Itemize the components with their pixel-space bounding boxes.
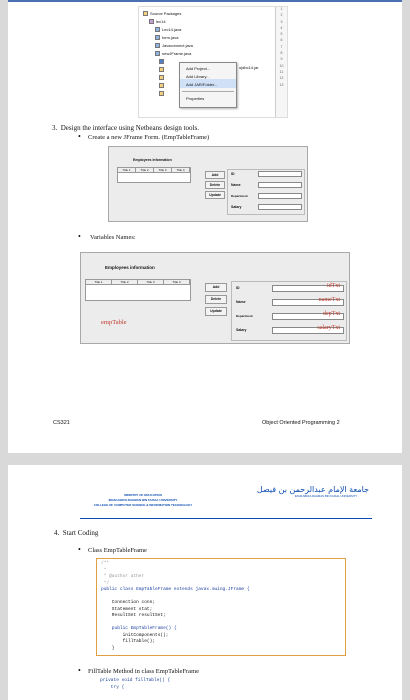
libraries-icon: [159, 59, 164, 64]
editor-line-numbers: [275, 7, 287, 117]
bullet: •: [78, 132, 81, 141]
department-field[interactable]: [258, 193, 302, 199]
code-line: }: [101, 645, 115, 651]
id-label: ID: [231, 172, 235, 176]
menu-item-add-library[interactable]: Add Library...: [186, 74, 210, 79]
java-file-icon: [155, 35, 160, 40]
id-label: ID: [236, 286, 240, 290]
step-4-heading: 4. Start Coding: [54, 529, 99, 537]
tree-item[interactable]: form.java: [155, 33, 178, 41]
bullet-class-name: Class EmpTableFrame: [88, 547, 147, 554]
id-field[interactable]: [258, 171, 302, 177]
code-line: private void fillTable() {: [100, 678, 171, 683]
employee-table[interactable]: [117, 167, 191, 183]
column-header: Title 1: [86, 280, 112, 284]
code-block: [97, 559, 345, 654]
bullet-fill-table: FillTable Method in class EmpTableFrame: [88, 668, 200, 675]
code-line: initComponents();: [101, 632, 169, 638]
column-header: Title 2: [136, 168, 154, 172]
line-number: 3: [280, 19, 283, 24]
code-line: try {: [100, 684, 125, 690]
bullet: •: [78, 545, 81, 554]
column-header: Title 4: [164, 280, 190, 284]
bullet: •: [78, 666, 81, 675]
code-block: [96, 678, 346, 691]
fields-panel: [227, 169, 305, 215]
name-variable-name: nameTxt: [318, 297, 340, 303]
ministry-text: MINISTRY OF EDUCATION: [124, 493, 162, 497]
line-number: 11: [279, 69, 284, 74]
footer-course-name: Object Oriented Programming 2: [262, 420, 340, 426]
table-variable-name: empTable: [101, 319, 127, 326]
salary-label: Salary: [236, 328, 247, 332]
document-page-2: [8, 465, 402, 700]
code-line: public class EmpTableFrame extends javax.swing.JFrame {: [101, 587, 250, 592]
java-file-icon: [155, 27, 160, 32]
line-number: 7: [280, 44, 283, 49]
salary-variable-name: salaryTxt: [317, 325, 340, 331]
folder-icon: [143, 11, 148, 16]
code-line: * @author ather: [101, 574, 145, 579]
add-button[interactable]: Add: [205, 283, 227, 292]
tree-item[interactable]: lec14: [149, 17, 166, 25]
update-button[interactable]: Update: [205, 191, 225, 199]
delete-button[interactable]: Delete: [205, 295, 227, 304]
bullet: •: [78, 232, 81, 241]
department-label: Department: [231, 194, 248, 198]
package-icon: [149, 19, 154, 24]
document-page-1: [8, 0, 402, 453]
name-field[interactable]: [258, 182, 302, 188]
jframe-variables-preview: [80, 252, 350, 344]
code-line: /**: [101, 561, 110, 566]
table-header: [118, 168, 190, 173]
line-number: 1: [280, 7, 283, 11]
tree-item[interactable]: Source Packages: [143, 9, 181, 17]
line-number: 4: [280, 25, 283, 30]
footer-course-code: CS321: [53, 420, 70, 426]
code-line: Connection conn;: [101, 600, 156, 605]
line-number: 10: [279, 63, 284, 68]
code-line: Statement stat;: [101, 606, 153, 612]
folder-icon: [159, 67, 164, 72]
tree-item[interactable]: Lec14.java: [155, 25, 181, 33]
college-text: COLLEGE OF COMPUTER SCIENCE & INFORMATION TECHNOLOGY: [93, 503, 193, 507]
column-header: Title 2: [112, 280, 138, 284]
code-line: */: [101, 580, 110, 586]
column-header: Title 4: [172, 168, 190, 172]
line-number: 6: [280, 38, 283, 43]
department-variable-name: depTxt: [323, 311, 340, 317]
frame-title: Employees information: [133, 158, 172, 162]
menu-item-properties[interactable]: Properties: [186, 95, 205, 101]
line-number: 2: [280, 13, 283, 18]
page-top-rule: [8, 0, 402, 2]
header-left-block: [78, 493, 208, 508]
line-number: 5: [280, 32, 283, 37]
fields-panel: [231, 281, 347, 341]
update-button[interactable]: Update: [205, 307, 227, 316]
table-header: [86, 280, 190, 285]
code-snippet-2: [96, 678, 346, 700]
name-label: Name: [231, 183, 241, 187]
folder-icon: [159, 75, 164, 80]
step-3-sub: Create a new JFrame Form. (EmpTableFrame): [88, 134, 210, 141]
step-3-heading: 3. Design the interface using Netbeans design tools.: [52, 124, 199, 132]
code-line: fillTable();: [101, 639, 156, 644]
netbeans-project-tree-screenshot: [138, 6, 288, 118]
folder-icon: [159, 83, 164, 88]
salary-field[interactable]: [258, 204, 302, 210]
delete-button[interactable]: Delete: [205, 181, 225, 189]
header-rule: [80, 518, 372, 519]
frame-title: Employees information: [105, 265, 155, 270]
java-file-icon: [155, 43, 160, 48]
department-label: Department: [236, 314, 253, 318]
variables-heading: Variables Names:: [90, 234, 136, 241]
menu-item-add-jar[interactable]: Add JAR/Folder...: [180, 79, 236, 88]
salary-label: Salary: [231, 205, 242, 209]
id-variable-name: idTxt: [327, 283, 340, 289]
jframe-design-preview: [108, 146, 308, 222]
column-header: Title 1: [118, 168, 136, 172]
code-line: ResultSet resultSet;: [101, 613, 166, 618]
jar-label: ojdbc14.jar: [239, 65, 259, 70]
tree-icons-column: [159, 59, 167, 109]
code-snippet-1: [96, 558, 346, 656]
folder-icon: [159, 91, 164, 96]
university-text: IMAM ABDULRAHMAN BIN FAISAL UNIVERSITY: [108, 498, 178, 502]
line-number: 13: [279, 82, 284, 87]
line-number: 8: [280, 51, 283, 56]
name-label: Name: [236, 300, 246, 304]
column-header: Title 3: [154, 168, 172, 172]
column-header: Title 3: [138, 280, 164, 284]
context-menu: [179, 62, 237, 108]
code-line: *: [101, 567, 107, 573]
employee-table[interactable]: [85, 279, 191, 301]
menu-divider: [182, 91, 234, 92]
line-number: 12: [279, 76, 284, 81]
tree-item[interactable]: Javaconnect.java: [155, 41, 193, 49]
line-number: 9: [280, 57, 283, 62]
code-line: public EmpTableFrame() {: [101, 626, 177, 631]
menu-item-add-project[interactable]: Add Project...: [186, 66, 211, 71]
java-file-icon: [155, 51, 160, 56]
tree-item[interactable]: newJFrame.java: [155, 49, 191, 57]
add-button[interactable]: Add: [205, 171, 225, 179]
university-logo: جامعة الإمام عبدالرحمن بن فيصل IMAM ABDULRAHMAN BIN FAISAL UNIVERSITY: [256, 485, 369, 498]
